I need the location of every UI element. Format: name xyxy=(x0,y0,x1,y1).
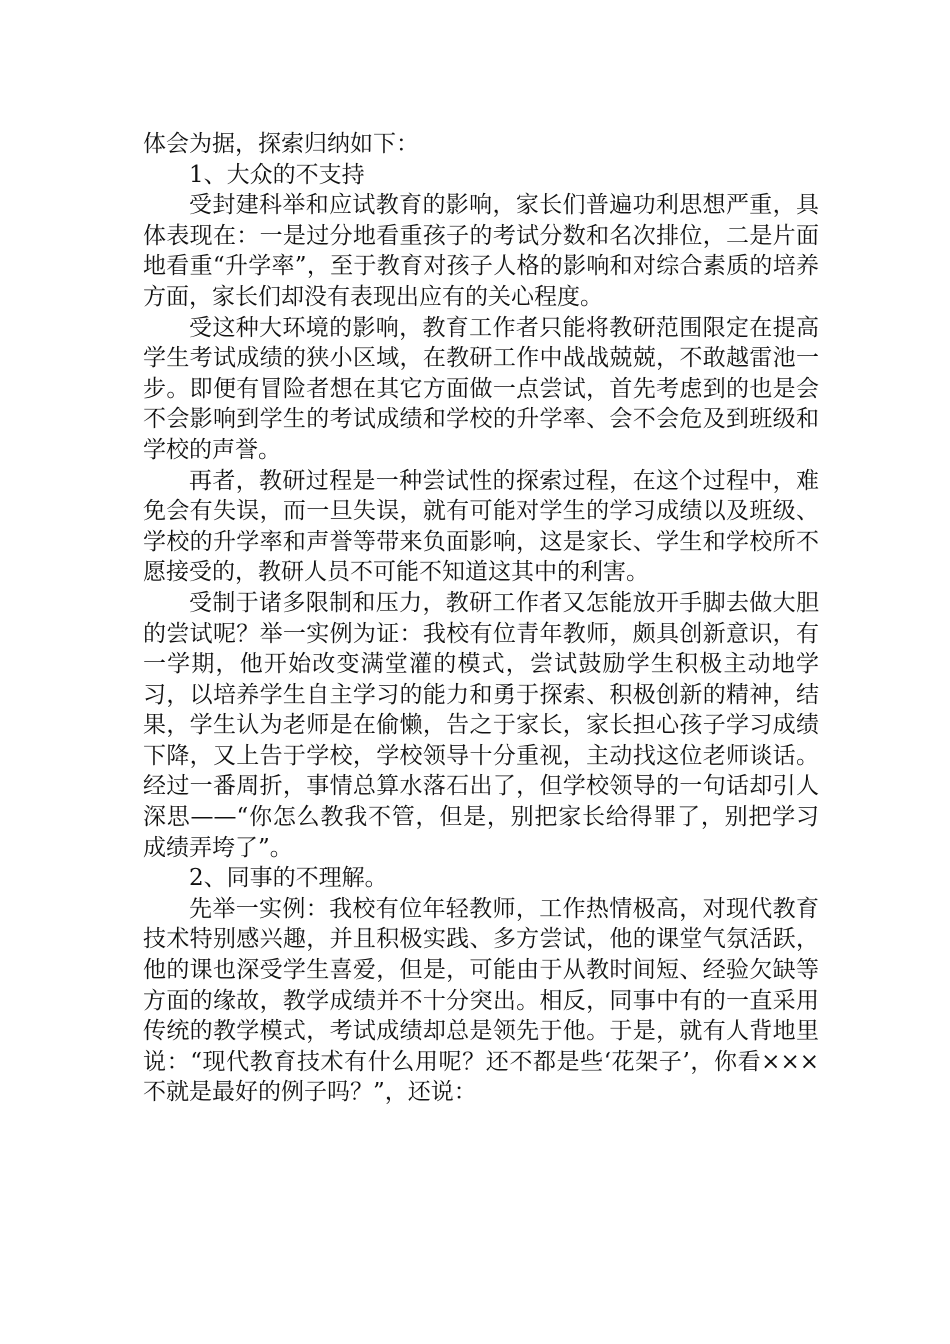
section-heading: 2、同事的不理解。 xyxy=(189,865,388,892)
paragraph: 先举一实例：我校有位年轻教师，工作热情极高，对现代教育技术特别感兴趣，并且积极实践、多方尝试，他的课堂气氛活跃，他的课也深受学生喜爱，但是，可能由于从教时间短、经验欠缺等方面的缘故，教学成绩并不十分突出。相反，同事中有的一直采用传统的教学模式，考试成绩却总是领先于他。于是，就有人背地里说：“现代教育技术有什么用呢？还不都是些‘花架子’，你看×××不就是最好的例子吗？”，还说： xyxy=(143,895,819,1106)
document-body xyxy=(143,129,819,1108)
section-heading: 1、大众的不支持 xyxy=(189,161,365,188)
paragraph: 受封建科举和应试教育的影响，家长们普遍功利思想严重，具体表现在：一是过分地看重孩子的考试分数和名次排位，二是片面地看重“升学率”，至于教育对孩子人格的影响和对综合素质的培养方面，家长们却没有表现出应有的关心程度。 xyxy=(143,192,819,310)
paragraph: 受这种大环境的影响，教育工作者只能将教研范围限定在提高学生考试成绩的狭小区域，在教研工作中战战兢兢，不敢越雷池一步。即便有冒险者想在其它方面做一点尝试，首先考虑到的也是会不会影响到学生的考试成绩和学校的升学率、会不会危及到班级和学校的声誉。 xyxy=(143,314,819,463)
paragraph: 体会为据，探索归纳如下： xyxy=(143,131,419,157)
paragraph: 再者，教研过程是一种尝试性的探索过程，在这个过程中，难免会有失误，而一旦失误，就有可能对学生的学习成绩以及班级、学校的升学率和声誉等带来负面影响，这是家长、学生和学校所不愿接受的，教研人员不可能不知道这其中的利害。 xyxy=(143,467,819,586)
paragraph: 受制于诸多限制和压力，教研工作者又怎能放开手脚去做大胆的尝试呢？举一实例为证：我校有位青年教师，颇具创新意识，有一学期，他开始改变满堂灌的模式，尝试鼓励学生积极主动地学习，以培养学生自主学习的能力和勇于探索、积极创新的精神，结果，学生认为老师是在偷懒，告之于家长，家长担心孩子学习成绩下降，又上告于学校，学校领导十分重视，主动找这位老师谈话。经过一番周折，事情总算水落石出了，但学校领导的一句话却引人深思——“你怎么教我不管，但是，别把家长给得罪了，别把学习成绩弄垮了”。 xyxy=(143,589,819,861)
